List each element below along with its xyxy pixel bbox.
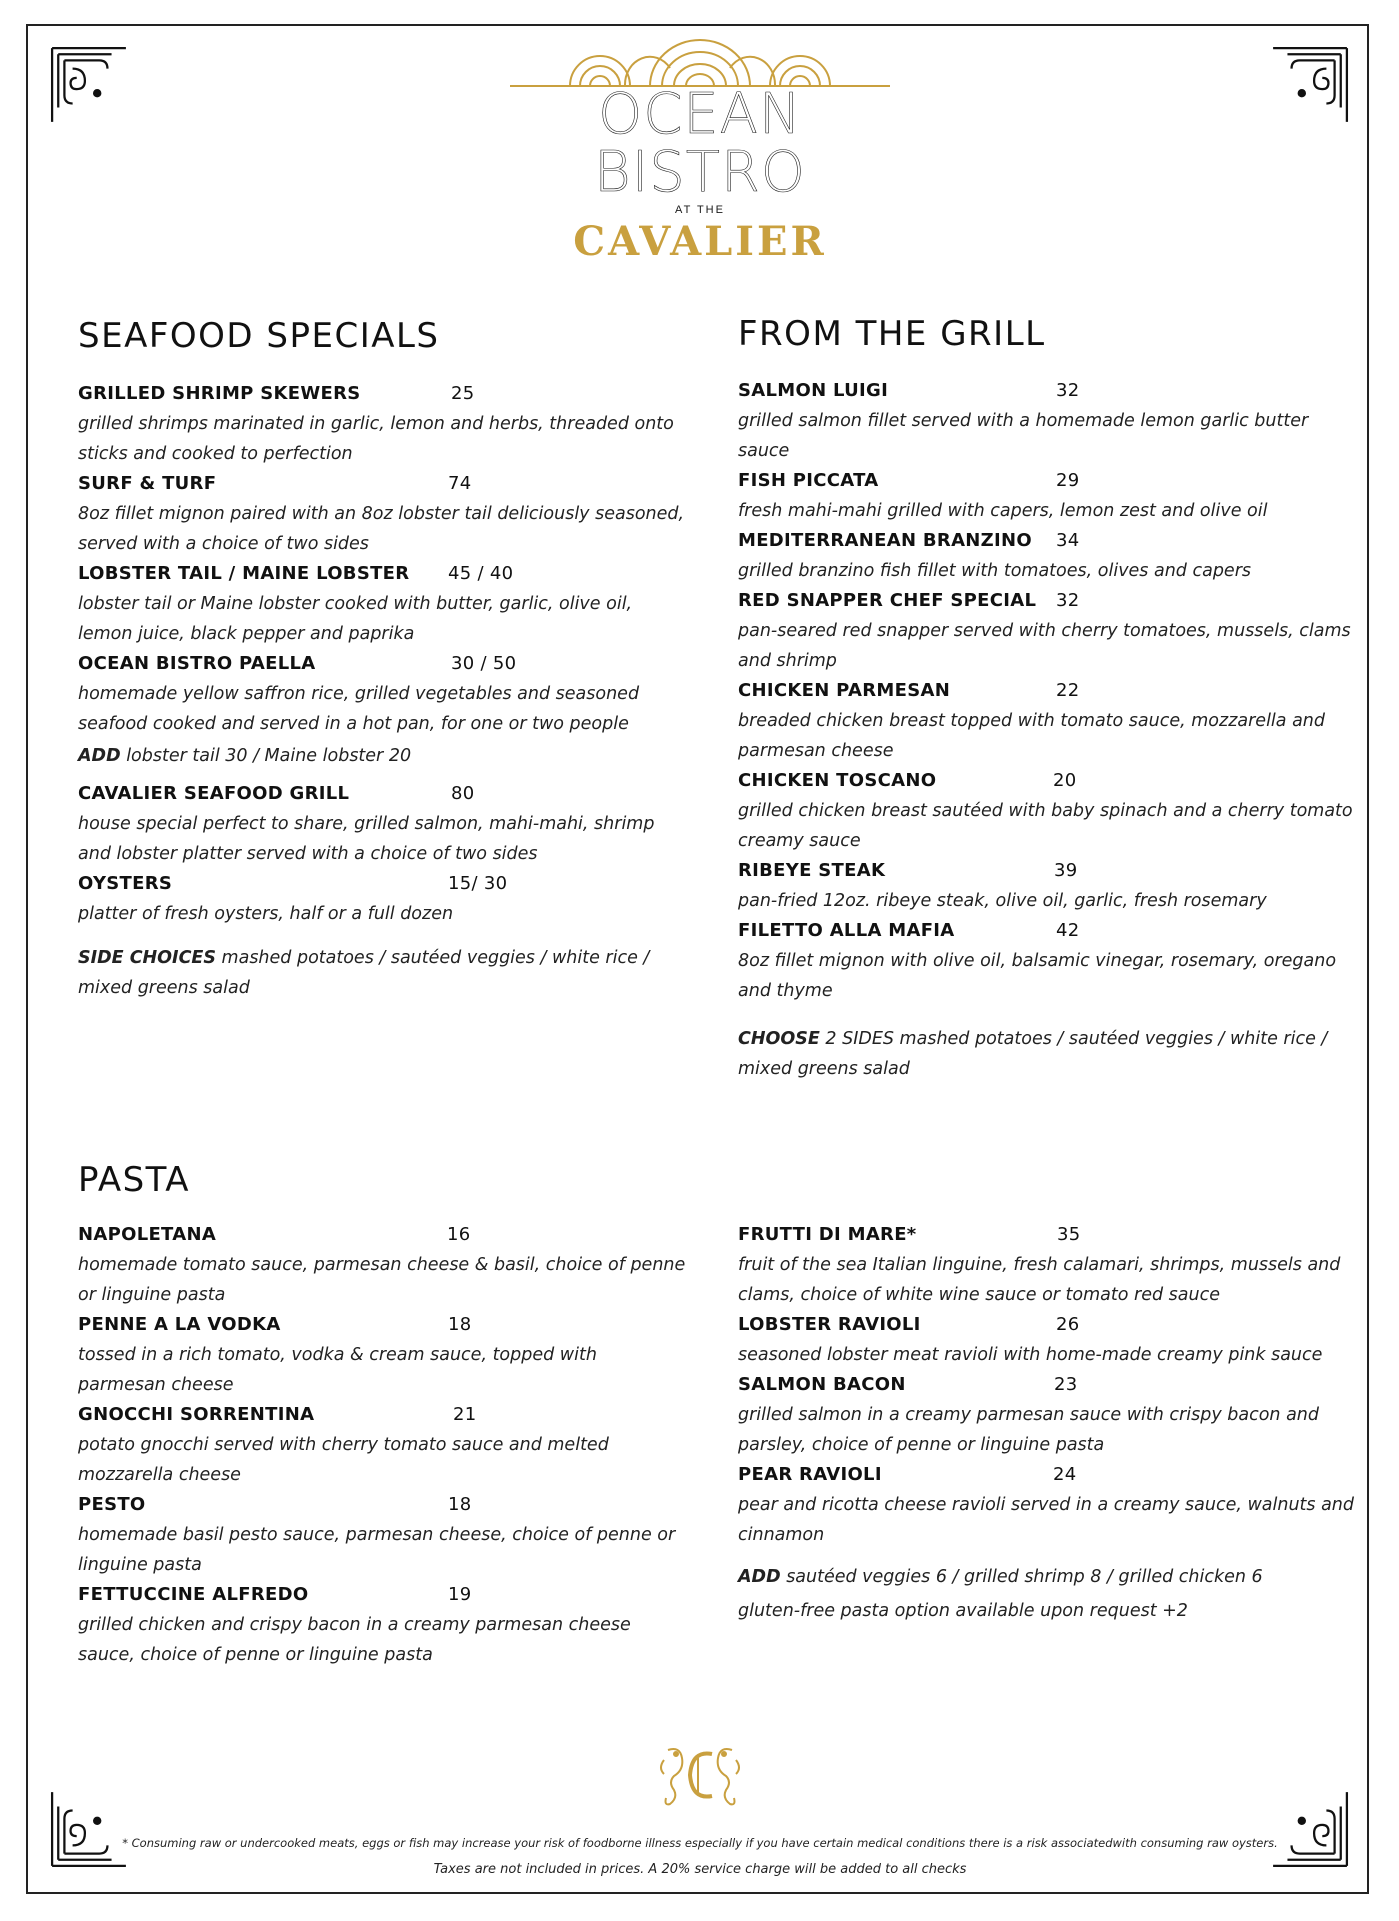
item-name: GRILLED SHRIMP SKEWERS bbox=[78, 383, 361, 404]
item-name: SALMON BACON bbox=[738, 1374, 906, 1395]
item-description: platter of fresh oysters, half or a full dozen bbox=[78, 904, 454, 924]
item-price: 29 bbox=[1056, 470, 1080, 491]
choose-sides-note: CHOOSE 2 SIDES mashed potatoes / sautéed veggies / white rice / mixed greens salad bbox=[738, 1029, 1328, 1079]
corner-ornament-icon bbox=[48, 44, 130, 126]
item-price: 39 bbox=[1054, 860, 1078, 881]
pasta-add-note: ADD sautéed veggies 6 / grilled shrimp 8 / grilled chicken 6 bbox=[738, 1567, 1263, 1587]
item-name: PEAR RAVIOLI bbox=[738, 1464, 882, 1485]
item-price: 80 bbox=[451, 783, 475, 804]
item-name: GNOCCHI SORRENTINA bbox=[78, 1404, 315, 1425]
item-name: MEDITERRANEAN BRANZINO bbox=[738, 530, 1032, 551]
item-description: fresh mahi-mahi grilled with capers, lemon zest and olive oil bbox=[738, 501, 1268, 521]
menu-item bbox=[738, 678, 1358, 766]
item-name: PESTO bbox=[78, 1494, 146, 1515]
item-name: SALMON LUIGI bbox=[738, 380, 889, 401]
item-description: homemade basil pesto sauce, parmesan cheese, choice of penne or linguine pasta bbox=[78, 1525, 676, 1575]
item-name: CHICKEN TOSCANO bbox=[738, 770, 937, 791]
item-description: homemade tomato sauce, parmesan cheese & basil, choice of penne or linguine pasta bbox=[78, 1255, 686, 1305]
menu-item bbox=[738, 378, 1358, 466]
menu-item bbox=[738, 858, 1358, 916]
menu-item bbox=[78, 1492, 688, 1580]
pasta-right-column bbox=[738, 1222, 1358, 1626]
item-description: 8oz fillet mignon paired with an 8oz lobster tail deliciously seasoned, served with a choice of two sides bbox=[78, 504, 685, 554]
menu-item bbox=[78, 781, 688, 869]
item-description: pan-fried 12oz. ribeye steak, olive oil, garlic, fresh rosemary bbox=[738, 891, 1267, 911]
item-name: LOBSTER TAIL / MAINE LOBSTER bbox=[78, 563, 410, 584]
menu-item bbox=[738, 768, 1358, 856]
menu-item bbox=[78, 1402, 688, 1490]
item-name: NAPOLETANA bbox=[78, 1224, 217, 1245]
item-name: FETTUCCINE ALFREDO bbox=[78, 1584, 309, 1605]
item-price: 32 bbox=[1056, 380, 1080, 401]
item-price: 16 bbox=[447, 1224, 471, 1245]
item-name: CAVALIER SEAFOOD GRILL bbox=[78, 783, 350, 804]
menu-item bbox=[78, 561, 688, 649]
menu-item bbox=[738, 1372, 1358, 1460]
side-choices-note: SIDE CHOICES mashed potatoes / sautéed veggies / white rice / mixed greens salad bbox=[78, 948, 650, 998]
item-description: grilled chicken breast sautéed with baby spinach and a cherry tomato creamy sauce bbox=[738, 801, 1353, 851]
item-price: 20 bbox=[1053, 770, 1077, 791]
item-description: seasoned lobster meat ravioli with home-made creamy pink sauce bbox=[738, 1345, 1323, 1365]
item-description: pear and ricotta cheese ravioli served in a creamy sauce, walnuts and cinnamon bbox=[738, 1495, 1355, 1545]
logo-ocean-bistro: OCEAN BISTRO bbox=[594, 82, 806, 205]
item-name: CHICKEN PARMESAN bbox=[738, 680, 951, 701]
section-title-grill: FROM THE GRILL bbox=[738, 314, 1046, 354]
item-price: 25 bbox=[451, 383, 475, 404]
item-description: grilled chicken and crispy bacon in a creamy parmesan cheese sauce, choice of penne or linguine pasta bbox=[78, 1615, 631, 1665]
menu-item bbox=[78, 1312, 688, 1400]
item-description: grilled salmon in a creamy parmesan sauce with crispy bacon and parsley, choice of penne or linguine pasta bbox=[738, 1405, 1319, 1455]
restaurant-logo bbox=[500, 38, 900, 265]
item-price: 26 bbox=[1056, 1314, 1080, 1335]
menu-item bbox=[78, 471, 688, 559]
item-description: grilled salmon fillet served with a homemade lemon garlic butter sauce bbox=[738, 411, 1309, 461]
grill-column bbox=[738, 378, 1358, 1084]
item-price: 24 bbox=[1053, 1464, 1077, 1485]
menu-item bbox=[738, 1222, 1358, 1310]
item-description: homemade yellow saffron rice, grilled vegetables and seasoned seafood cooked and served in a hot pan, for one or two people bbox=[78, 684, 640, 734]
item-description: breaded chicken breast topped with tomato sauce, mozzarella and parmesan cheese bbox=[738, 711, 1326, 761]
footer-disclaimer: * Consuming raw or undercooked meats, eggs or fish may increase your risk of foodborne illness especially if you have certain medical conditions there is a risk associatedwith consuming raw oysters. bbox=[122, 1836, 1278, 1850]
item-price: 22 bbox=[1056, 680, 1080, 701]
item-description: grilled branzino fish fillet with tomatoes, olives and capers bbox=[738, 561, 1252, 581]
logo-cavalier: CAVALIER bbox=[573, 218, 827, 265]
section-title-seafood: SEAFOOD SPECIALS bbox=[78, 316, 440, 356]
item-description: house special perfect to share, grilled salmon, mahi-mahi, shrimp and lobster platter served with a choice of two sides bbox=[78, 814, 655, 864]
menu-item bbox=[738, 528, 1358, 586]
pasta-left-column bbox=[78, 1222, 688, 1672]
item-description: grilled shrimps marinated in garlic, lemon and herbs, threaded onto sticks and cooked to perfection bbox=[78, 414, 674, 464]
menu-item bbox=[78, 381, 688, 469]
item-name: FISH PICCATA bbox=[738, 470, 879, 491]
menu-item bbox=[738, 588, 1358, 676]
menu-item bbox=[78, 1222, 688, 1310]
corner-ornament-icon bbox=[1269, 1788, 1351, 1870]
item-price: 34 bbox=[1056, 530, 1080, 551]
menu-item bbox=[78, 651, 688, 771]
item-name: FILETTO ALLA MAFIA bbox=[738, 920, 955, 941]
item-name: PENNE A LA VODKA bbox=[78, 1314, 281, 1335]
item-price: 23 bbox=[1054, 1374, 1078, 1395]
item-name: RED SNAPPER CHEF SPECIAL bbox=[738, 590, 1037, 611]
seahorse-emblem-icon bbox=[620, 1740, 780, 1810]
item-description: lobster tail or Maine lobster cooked with butter, garlic, olive oil, lemon juice, black pepper and paprika bbox=[78, 594, 633, 644]
item-price: 21 bbox=[453, 1404, 477, 1425]
menu-item bbox=[738, 1462, 1358, 1550]
item-name: LOBSTER RAVIOLI bbox=[738, 1314, 921, 1335]
item-price: 15/ 30 bbox=[448, 873, 508, 894]
item-name: OCEAN BISTRO PAELLA bbox=[78, 653, 316, 674]
item-description: fruit of the sea Italian linguine, fresh calamari, shrimps, mussels and clams, choice of white wine sauce or tomato red sauce bbox=[738, 1255, 1341, 1305]
item-name: SURF & TURF bbox=[78, 473, 217, 494]
corner-ornament-icon bbox=[1269, 44, 1351, 126]
menu-item bbox=[738, 468, 1358, 526]
footer-taxes-note: Taxes are not included in prices. A 20% service charge will be added to all checks bbox=[433, 1862, 967, 1877]
item-description: 8oz fillet mignon with olive oil, balsamic vinegar, rosemary, oregano and thyme bbox=[738, 951, 1337, 1001]
gluten-free-note: gluten-free pasta option available upon request +2 bbox=[738, 1601, 1188, 1621]
menu-item bbox=[738, 1312, 1358, 1370]
item-price: 18 bbox=[448, 1494, 472, 1515]
menu-item bbox=[78, 1582, 688, 1670]
item-price: 35 bbox=[1057, 1224, 1081, 1245]
item-price: 45 / 40 bbox=[448, 563, 514, 584]
item-description: tossed in a rich tomato, vodka & cream sauce, topped with parmesan cheese bbox=[78, 1345, 597, 1395]
item-price: 74 bbox=[448, 473, 472, 494]
item-price: 30 / 50 bbox=[451, 653, 517, 674]
item-name: OYSTERS bbox=[78, 873, 173, 894]
item-name: FRUTTI DI MARE* bbox=[738, 1224, 917, 1245]
paella-add-note: ADD lobster tail 30 / Maine lobster 20 bbox=[78, 746, 412, 766]
item-price: 18 bbox=[448, 1314, 472, 1335]
item-description: potato gnocchi served with cherry tomato sauce and melted mozzarella cheese bbox=[78, 1435, 609, 1485]
logo-at-the: AT THE bbox=[675, 204, 725, 216]
item-description: pan-seared red snapper served with cherry tomatoes, mussels, clams and shrimp bbox=[738, 621, 1351, 671]
item-price: 32 bbox=[1056, 590, 1080, 611]
section-title-pasta: PASTA bbox=[78, 1160, 191, 1200]
menu-item bbox=[738, 918, 1358, 1006]
seafood-column bbox=[78, 381, 688, 1003]
item-name: RIBEYE STEAK bbox=[738, 860, 886, 881]
menu-item bbox=[78, 871, 688, 929]
corner-ornament-icon bbox=[48, 1788, 130, 1870]
item-price: 19 bbox=[448, 1584, 472, 1605]
item-price: 42 bbox=[1056, 920, 1080, 941]
